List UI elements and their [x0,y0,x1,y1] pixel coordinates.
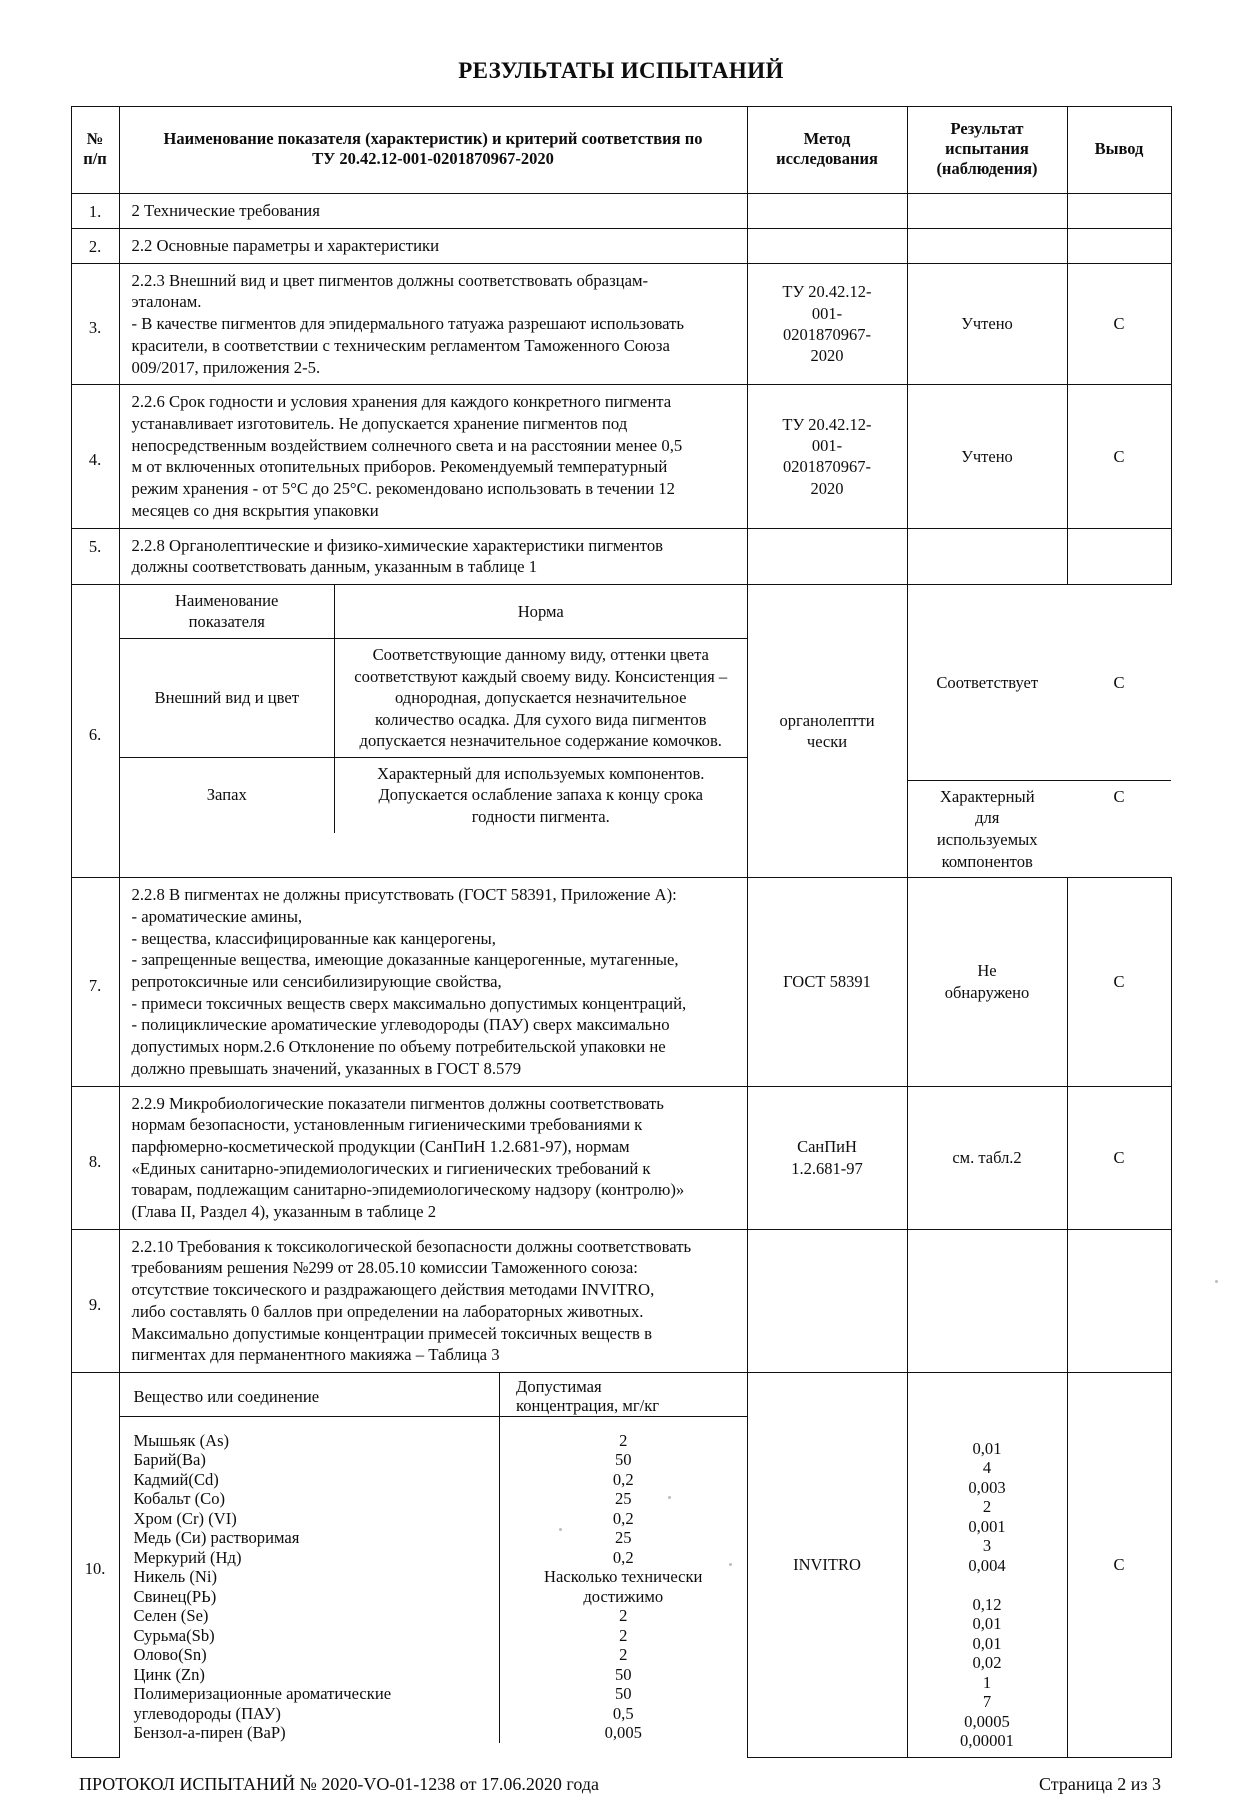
chem-result: 0,01 [972,1614,1002,1634]
subtable-row-appearance [120,639,747,758]
table-row [71,229,1171,264]
chem-limit: 50 [500,1450,747,1469]
chem-limit: 2 [500,1645,747,1664]
table-row [71,878,1171,1086]
row-conclusion [1067,528,1171,584]
row-method: ТУ 20.42.12- 001- 0201870967- 2020 [747,385,907,528]
chem-row [120,1450,747,1469]
chem-row [120,1431,747,1450]
row-conclusion: С [1067,1372,1171,1757]
row-conclusion: С [1067,263,1171,385]
chem-result-empty [912,1575,1063,1594]
row-description: 2.2.8 В пигментах не должны присутствовать (ГОСТ 58391, Приложение А): - ароматические амины, - вещества, классифицированные как канцерогены, - запрещенные вещества, имеющие доказанные канцерогенные, мутагенные, репротоксичные или сенсибилизирующие свойства, - примеси токсичных веществ сверх максимально допустимых концентраций, - полициклические ароматические углеводороды (ПАУ) сверх максимально допустимых норм.2.6 Отклонение по объему потребительской упаковки не должно превышать значений, указанных в ГОСТ 8.579 [119,878,747,1086]
chem-limit: Насколько технически [500,1567,747,1586]
chem-row [120,1567,747,1586]
chem-limit: 2 [500,1606,747,1625]
conclusion-subrow-appearance [1067,585,1171,781]
chem-result: 0,00001 [960,1731,1014,1751]
chem-limit: 0,2 [500,1509,747,1528]
col-header-conclusion: Вывод [1067,107,1171,194]
row-method: ГОСТ 58391 [747,878,907,1086]
row-number: 7. [71,878,119,1086]
chem-result: 0,0005 [964,1711,1010,1731]
chem-limit: 0,5 [500,1704,747,1723]
chemicals-subtable-cell [119,1372,747,1757]
chem-substance: Селен (Se) [133,1606,209,1626]
row-result: Учтено [907,263,1067,385]
conclusion-subtable [1067,585,1171,813]
chem-substance: Хром (Cr) (VI) [133,1508,237,1528]
col-header-number: № п/п [71,107,119,194]
row-number: 2. [71,229,119,264]
chem-substance: Сурьма(Sb) [133,1625,215,1645]
scan-speck [668,1496,671,1499]
conclusion-odor: С [1067,780,1171,812]
row-result: см. табл.2 [907,1086,1067,1229]
chem-result: 0,01 [972,1633,1002,1653]
indicator-name: Запах [120,757,335,832]
chem-substance: Мышьяк (As) [133,1430,230,1450]
page-number: Страница 2 из 3 [1039,1774,1161,1794]
row-result [907,229,1067,264]
scan-speck [1215,1280,1218,1283]
chem-result: 0,02 [972,1653,1002,1673]
subtable-header-row [120,585,747,639]
indicator-name: Внешний вид и цвет [120,639,335,758]
table-row [71,194,1171,229]
chem-limit: 25 [500,1528,747,1547]
row-number: 6. [71,584,119,877]
result-odor: Характерный для используемых компонентов [908,780,1068,877]
table-row [71,528,1171,584]
table-row [71,1229,1171,1372]
chem-row [120,1665,747,1684]
row-method [747,194,907,229]
col-header-indicator-name: Наименование показателя (характеристик) и критерий соответствия по ТУ 20.42.12-001-0201870967-2020 [119,107,747,194]
col-header-result: Результат испытания (наблюдения) [907,107,1067,194]
chem-row [120,1645,747,1664]
test-results-table [71,106,1172,1758]
indicator-norm: Соответствующие данному виду, оттенки цвета соответствуют каждый своему виду. Консистенция – однородная, допускается незначительное количество осадка. Для сухого вида пигментов допускается незначительное содержание комочков. [335,639,747,758]
chem-row [120,1723,747,1742]
row-number: 1. [71,194,119,229]
row-result: Не обнаружено [907,878,1067,1086]
table-header-row [71,107,1171,194]
row-description: 2.2 Основные параметры и характеристики [119,229,747,264]
table-row [71,1086,1171,1229]
table-row-organoleptic [71,584,1171,877]
row-description: 2.2.10 Требования к токсикологической безопасности должны соответствовать требованиям решения №299 от 28.05.10 комиссии Таможенного союза: отсутствие токсического и раздражающего действия методами INVITRO, либо составлять 0 баллов при определении на лабораторных животных. Максимально допустимые концентрации примесей токсичных веществ в пигментах для перманентного макияжа – Таблица 3 [119,1229,747,1372]
protocol-reference: ПРОТОКОЛ ИСПЫТАНИЙ № 2020-VO-01-1238 от 17.06.2020 года [79,1774,599,1794]
chem-row [120,1548,747,1567]
row-method [747,528,907,584]
row-number: 5. [71,528,119,584]
chem-limit: 0,005 [500,1723,747,1742]
row-conclusion [1067,229,1171,264]
result-subrow-odor [908,780,1068,877]
chem-spacer-row [120,1416,747,1431]
row-conclusion-group [1067,584,1171,877]
row-result [907,1372,1067,1757]
row-method [747,1229,907,1372]
scan-speck [559,1528,562,1531]
chemicals-table [120,1373,747,1743]
row-result [907,1229,1067,1372]
row-number: 4. [71,385,119,528]
chem-substance: Свинец(РЬ) [133,1586,217,1606]
row-method: СанПиН 1.2.681-97 [747,1086,907,1229]
row-method: органолептти чески [747,584,907,877]
document-page [0,58,1242,1813]
row-conclusion: С [1067,385,1171,528]
row-number: 8. [71,1086,119,1229]
chem-substance: Бензол-а-пирен (BaP) [133,1723,286,1743]
row-number: 10. [71,1372,119,1757]
result-subrow-appearance [908,585,1068,781]
row-result [907,528,1067,584]
chem-row [120,1606,747,1625]
result-appearance: Соответствует [908,585,1068,781]
chem-substance: Никель (Ni) [133,1567,218,1587]
table-row [71,385,1171,528]
chem-substance: Барий(Ba) [133,1450,206,1470]
result-subtable [908,585,1068,877]
row-conclusion [1067,194,1171,229]
chem-substance: углеводороды (ПАУ) [133,1703,281,1723]
chem-result: 0,12 [972,1594,1002,1614]
chemicals-header-row [120,1373,747,1416]
row-description: 2.2.6 Срок годности и условия хранения для каждого конкретного пигмента устанавливает изготовитель. Не допускается хранение пигментов под непосредственным воздействием солнечного света и на расстоянии менее 0,5 м от включенных отопительных приборов. Рекомендуемый температурный режим хранения - от 5°С до 25°С. рекомендовано использовать в течении 12 месяцев со дня вскрытия упаковки [119,385,747,528]
chem-row [120,1684,747,1703]
chem-limit: достижимо [500,1587,747,1606]
row-conclusion [1067,1229,1171,1372]
chem-limit: 50 [500,1665,747,1684]
chem-substance: Меркурий (Нд) [133,1547,242,1567]
chem-row [120,1704,747,1723]
chem-result: 7 [982,1692,992,1712]
chem-row [120,1509,747,1528]
row-conclusion: С [1067,1086,1171,1229]
chem-result: 0,004 [968,1555,1006,1575]
chem-limit: 25 [500,1489,747,1508]
chem-row [120,1489,747,1508]
chem-substance: Кобальт (Co) [133,1489,226,1509]
chem-result: 1 [982,1672,992,1692]
scan-speck [729,1563,732,1566]
row-description: 2.2.8 Органолептические и физико-химические характеристики пигментов должны соответствовать данным, указанным в таблице 1 [119,528,747,584]
organoleptic-subtable [120,585,747,833]
subcol-header-indicator: Наименование показателя [120,585,335,639]
row-description: 2.2.3 Внешний вид и цвет пигментов должны соответствовать образцам- эталонам. - В качестве пигментов для эпидермального татуажа разрешают использовать красители, в соответствии с техническим регламентом Таможенного Союза 009/2017, приложения 2-5. [119,263,747,385]
chem-limit: 0,2 [500,1548,747,1567]
chem-row [120,1470,747,1489]
chem-result: 4 [982,1458,992,1478]
chem-result: 0,001 [968,1516,1006,1536]
chem-limit: 2 [500,1626,747,1645]
table-row-toxic-limits [71,1372,1171,1757]
chem-col-limit: Допустимая концентрация, мг/кг [500,1373,747,1416]
row-method: INVITRO [747,1372,907,1757]
chem-limit: 50 [500,1684,747,1703]
row-number: 3. [71,263,119,385]
subtable-row-odor [120,757,747,832]
page-footer [0,1774,1242,1795]
row-description: 2 Технические требования [119,194,747,229]
row-number: 9. [71,1229,119,1372]
row-result [907,194,1067,229]
conclusion-subrow-odor [1067,780,1171,812]
table-header [71,107,1171,194]
indicator-norm: Характерный для используемых компонентов. Допускается ослабление запаха к концу срока годности пигмента. [335,757,747,832]
chem-row [120,1587,747,1606]
row-conclusion: С [1067,878,1171,1086]
row-method: ТУ 20.42.12- 001- 0201870967- 2020 [747,263,907,385]
row-result: Учтено [907,385,1067,528]
chem-substance: Кадмий(Cd) [133,1469,219,1489]
chem-limit: 0,2 [500,1470,747,1489]
conclusion-appearance: С [1067,585,1171,781]
chem-substance: Цинк (Zn) [133,1664,205,1684]
chem-substance: Медь (Си) растворимая [133,1528,300,1548]
chem-limit: 2 [500,1431,747,1450]
col-header-method: Метод исследования [747,107,907,194]
chem-results-list [912,1439,1063,1751]
chem-col-substance: Вещество или соединение [120,1373,500,1416]
chem-substance: Полимеризационные ароматические [133,1684,392,1704]
subcol-header-norm: Норма [335,585,747,639]
row-result-group [907,584,1067,877]
chem-result: 0,003 [968,1477,1006,1497]
row-method [747,229,907,264]
chem-row [120,1528,747,1547]
page-title: РЕЗУЛЬТАТЫ ИСПЫТАНИЙ [458,58,784,83]
organoleptic-subtable-cell [119,584,747,877]
chem-substance: Олово(Sn) [133,1645,207,1665]
chem-result: 3 [982,1536,992,1556]
chem-row [120,1626,747,1645]
table-row [71,263,1171,385]
chem-result: 0,01 [972,1438,1002,1458]
chem-result: 2 [982,1497,992,1517]
row-description: 2.2.9 Микробиологические показатели пигментов должны соответствовать нормам безопасности, установленным гигиеническими требованиями к парфюмерно-косметической продукции (СанПиН 1.2.681-97), нормам «Единых санитарно-эпидемиологических и гигиенических требований к товарам, подлежащим санитарно-эпидемиологическому надзору (контролю)» (Глава II, Раздел 4), указанным в таблице 2 [119,1086,747,1229]
